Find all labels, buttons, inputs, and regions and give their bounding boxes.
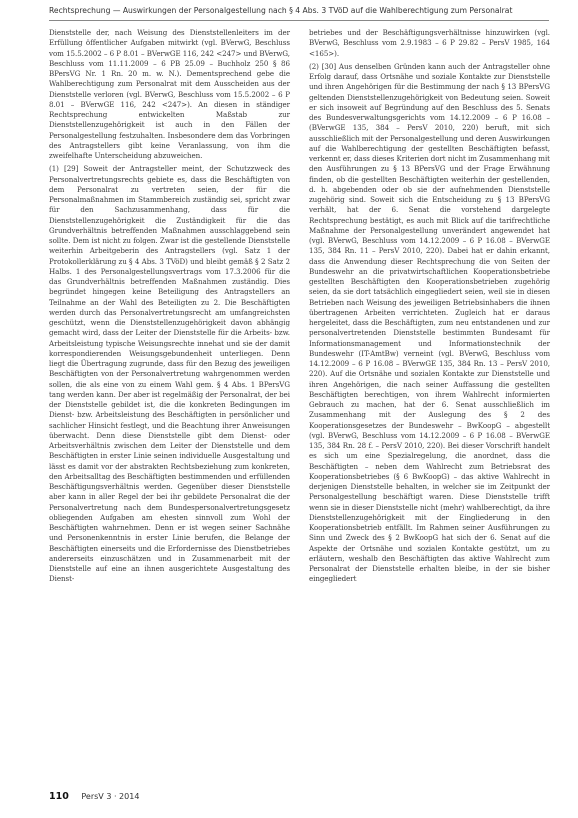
right-column [309,28,550,588]
paragraph: betriebes und der Beschäftigungsverhältnisse hinzuwirken (vgl. BVerwG, Beschluss vom 2.9.1983 – 6 P 29.82 – PersV 1985, 164 <165>). [309,28,550,58]
left-column [49,28,290,588]
paragraph: Dienststelle der, nach Weisung des Dienststellenleiters im der Erfüllung öffentlicher Aufgaben mitwirkt (vgl. BVerwG, Beschluss vom 15.5.2002 – 6 P 8.01 – BVerwGE 116, 242 <247> und BVerwG, Beschluss vom 11.11.2009 – 6 PB 25.09 – Buchholz 250 § 86 BPersVG Nr. 1 Rn. 20 m. w. N.). Dementsprechend gebe die Wahlberechtigung zum Personalrat mit dem Ausscheiden aus der Dienststelle verloren (vgl. BVerwG, Beschluss vom 15.5.2002 – 6 P 8.01 – BVerwGE 116, 242 <247>). An diesen in ständiger Rechtsprechung entwickelten Maßstab zur Dienststellenzugehörigkeit ist auch in den Fällen der Personalgestellung festzuhalten. Insbesondere dem das Vorbringen des Antragstellers gibt keine Veranlassung, von ihm die zweifelhafte Unterscheidung abzuweichen. [49,28,290,160]
running-head: Rechtsprechung — Auswirkungen der Personalgestellung nach § 4 Abs. 3 TVöD auf die Wahlberechtigung zum Personalrat [49,6,513,15]
page-number: 110 [49,791,69,802]
paragraph: (2) [30] Aus denselben Gründen kann auch der Antragsteller ohne Erfolg darauf, dass Ortsnähe und soziale Kontakte zur Dienststelle und ihren Angehörigen für die Bestimmung der nach § 13 BPersVG geltenden Dienststellenzugehörigkeit von Bedeutung seien. Soweit er sich insoweit auf Begründung auf den Beschluss des 5. Senats des Bundesverwaltungsgerichts vom 14.12.2009 – 6 P 16.08 – (BVerwGE 135, 384 – PersV 2010, 220) beruft, mit sich ausschließlich mit der Personalgestellung und deren Auswirkungen auf die Wahlberechtigung der gestellten Beschäftigten befasst, verkennt er, dass dieses Kriterien dort nicht im Zusammenhang mit den Ausführungen zu § 13 BPersVG und der Frage Erwähnung finden, ob die gestellten Beschäftigten weiterhin der gestellenden, d. h. abgebenden oder ob sie der aufnehmenden Dienststelle zugehörig sind. Soweit sich die Entscheidung zu § 13 BPersVG verhält, hat der 6. Senat die vorstehend dargelegte Rechtsprechung bestätigt, es auch mit Blick auf die tarifrechtliche Maßnahme der Personalgestellung unverändert angewendet hat (vgl. BVerwG, Beschluss vom 14.12.2009 – 6 P 16.08 – BVerwGE 135, 384 Rn. 11 – PersV 2010, 220). Dabei hat er dahin erkannt, dass die Anwendung dieser Rechtsprechung die von Seiten der Bundeswehr an die privatwirtschaftlichen Kooperationsbetriebe gestellten Beschäftigten den Kooperationsbetrieben zugehörig seien, da sie dort tatsächlich eingegliedert seien, weil sie in diesen Betrieben nach Weisung des jeweiligen Betriebsinhabers die ihnen übertragenen Arbeiten verrichteten. Zugleich hat er daraus hergeleitet, dass die Beschäftigten, zum neu entstandenen und zur personalvertretenden Dienststelle bestimmten Bundesamt für Informationsmanagement und Informationstechnik der Bundeswehr (IT-AmtBw) verneint (vgl. BVerwG, Beschluss vom 14.12.2009 – 6 P 16.08 – BVerwGE 135, 384 Rn. 13 – PersV 2010, 220). Auf die Ortsnähe und sozialen Kontakte zur Dienststelle und ihren Angehörigen, die nach seiner Auffassung die gestellten Beschäftigten berechtigen, von ihrem Wahlrecht informierten Gebrauch zu machen, hat der 6. Senat ausschließlich im Zusammenhang mit der Auslegung des § 2 des Kooperationsgesetzes der Bundeswehr – BwKoopG – abgestellt (vgl. BVerwG, Beschluss vom 14.12.2009 – 6 P 16.08 – BVerwGE 135, 384 Rn. 28 f. – PersV 2010, 220). Bei dieser Vorschrift handelt es sich um eine Spezialregelung, die anordnet, dass die Beschäftigten – neben dem Wahlrecht zum Betriebsrat des Kooperationsbetriebes (§ 6 BwKoopG) – das aktive Wahlrecht in derjenigen Dienststelle behalten, in welcher sie im Zeitpunkt der Personalgestellung beschäftigt waren. Diese Dienststelle trifft wenn sie in dieser Dienststelle nicht (mehr) wahlberechtigt, da ihre Dienststellenzugehörigkeit mit der Eingliederung in den Kooperationsbetrieb entfällt. Im Rahmen seiner Ausführungen zu Sinn und Zweck des § 2 BwKoopG hat sich der 6. Senat auf die Aspekte der Ortsnähe und sozialen Kontakte gestützt, um zu erläutern, weshalb den Beschäftigten das aktive Wahlrecht zum Personalrat der Dienststelle erhalten bleibe, in der sie bisher eingegliedert [309,61,550,584]
header-rule [49,20,549,21]
journal-issue: PersV 3 · 2014 [81,792,140,801]
paragraph: (1) [29] Soweit der Antragsteller meint, der Schutzzweck des Personalvertretungsrechts gebiete es, dass die Beschäftigten von dem Personalrat zu vertreten seien, der für die Personalmaßnahmen im Stammbereich zuständig sei, spricht zwar für den Sachzusammenhang, dass für die Dienststellenzugehörigkeit die Zuständigkeit für die das Grundverhältnis betreffenden Maßnahmen ausschlaggebend sein sollte. Dem ist nicht zu folgen. Zwar ist die gestellende Dienststelle weiterhin Arbeitgeberin des Antragstellers (vgl. Satz 1 der Protokollerklärung zu § 4 Abs. 3 TVöD) und bleibt gemäß § 2 Satz 2 Halbs. 1 des Personalgestellungsvertrags vom 17.3.2006 für die das Grundverhältnis betreffenden Maßnahmen zuständig. Dies begründet hingegen keine Beteiligung des Antragstellers an Teilnahme an der Wahl des Beteiligten zu 2. Die Beschäftigten werden durch das Personalvertretungsrecht am umfangreichsten geschützt, wenn die Dienststellenzugehörigkeit davon abhängig gemacht wird, dass der Leiter der Dienststelle für die Arbeits- bzw. Arbeitsleistung typische Weisungsrechte innehat und sie der damit korrespondierenden Weisungsgebundenheit unterliegen. Denn liegt die Übertragung zugrunde, dass für den Bezug des jeweiligen Beschäftigten von der Personalvertretung wahrgenommen werden sollen, die als eine von zu einem Wahl gem. § 4 Abs. 1 BPersVG tang werden kann. Der aber ist regelmäßig der Personalrat, der bei der Dienststelle gebildet ist, die die konkreten Bedingungen im Dienst- bzw. Arbeitsleistung des Beschäftigten in persönlicher und sachlicher Hinsicht festlegt, und die Beachtung ihrer Anweisungen überwacht. Denn diese Dienststelle gibt dem Dienst- oder Arbeitsverhältnis zwischen dem Leiter der Dienststelle und dem Beschäftigten in erster Linie seinen individuelle Ausgestaltung und lässt es damit vor der abstrakten Rechtsbeziehung zum konkreten, den Arbeitsalltag des Beschäftigten bestimmenden und erfüllenden Beschäftigungsverhältnis werden. Gegenüber dieser Dienststelle aber kann in aller Regel der bei ihr gebildete Personalrat die der Personalvertretung nach dem Bundespersonalvertretungsgesetz obliegenden Aufgaben am ehesten sinnvoll zum Wohl der Beschäftigten wahrnehmen. Denn er ist wegen seiner Sachnähe und Personenkenntnis in erster Linie berufen, die Belange der Beschäftigten einerseits und die Erfordernisse des Dienstbetriebes andererseits einzuschätzen und in Zusammenarbeit mit der Dienststelle auf eine an ihnen ausgerichtete Ausgestaltung des Dienst- [49,164,290,584]
page-footer [49,791,139,802]
